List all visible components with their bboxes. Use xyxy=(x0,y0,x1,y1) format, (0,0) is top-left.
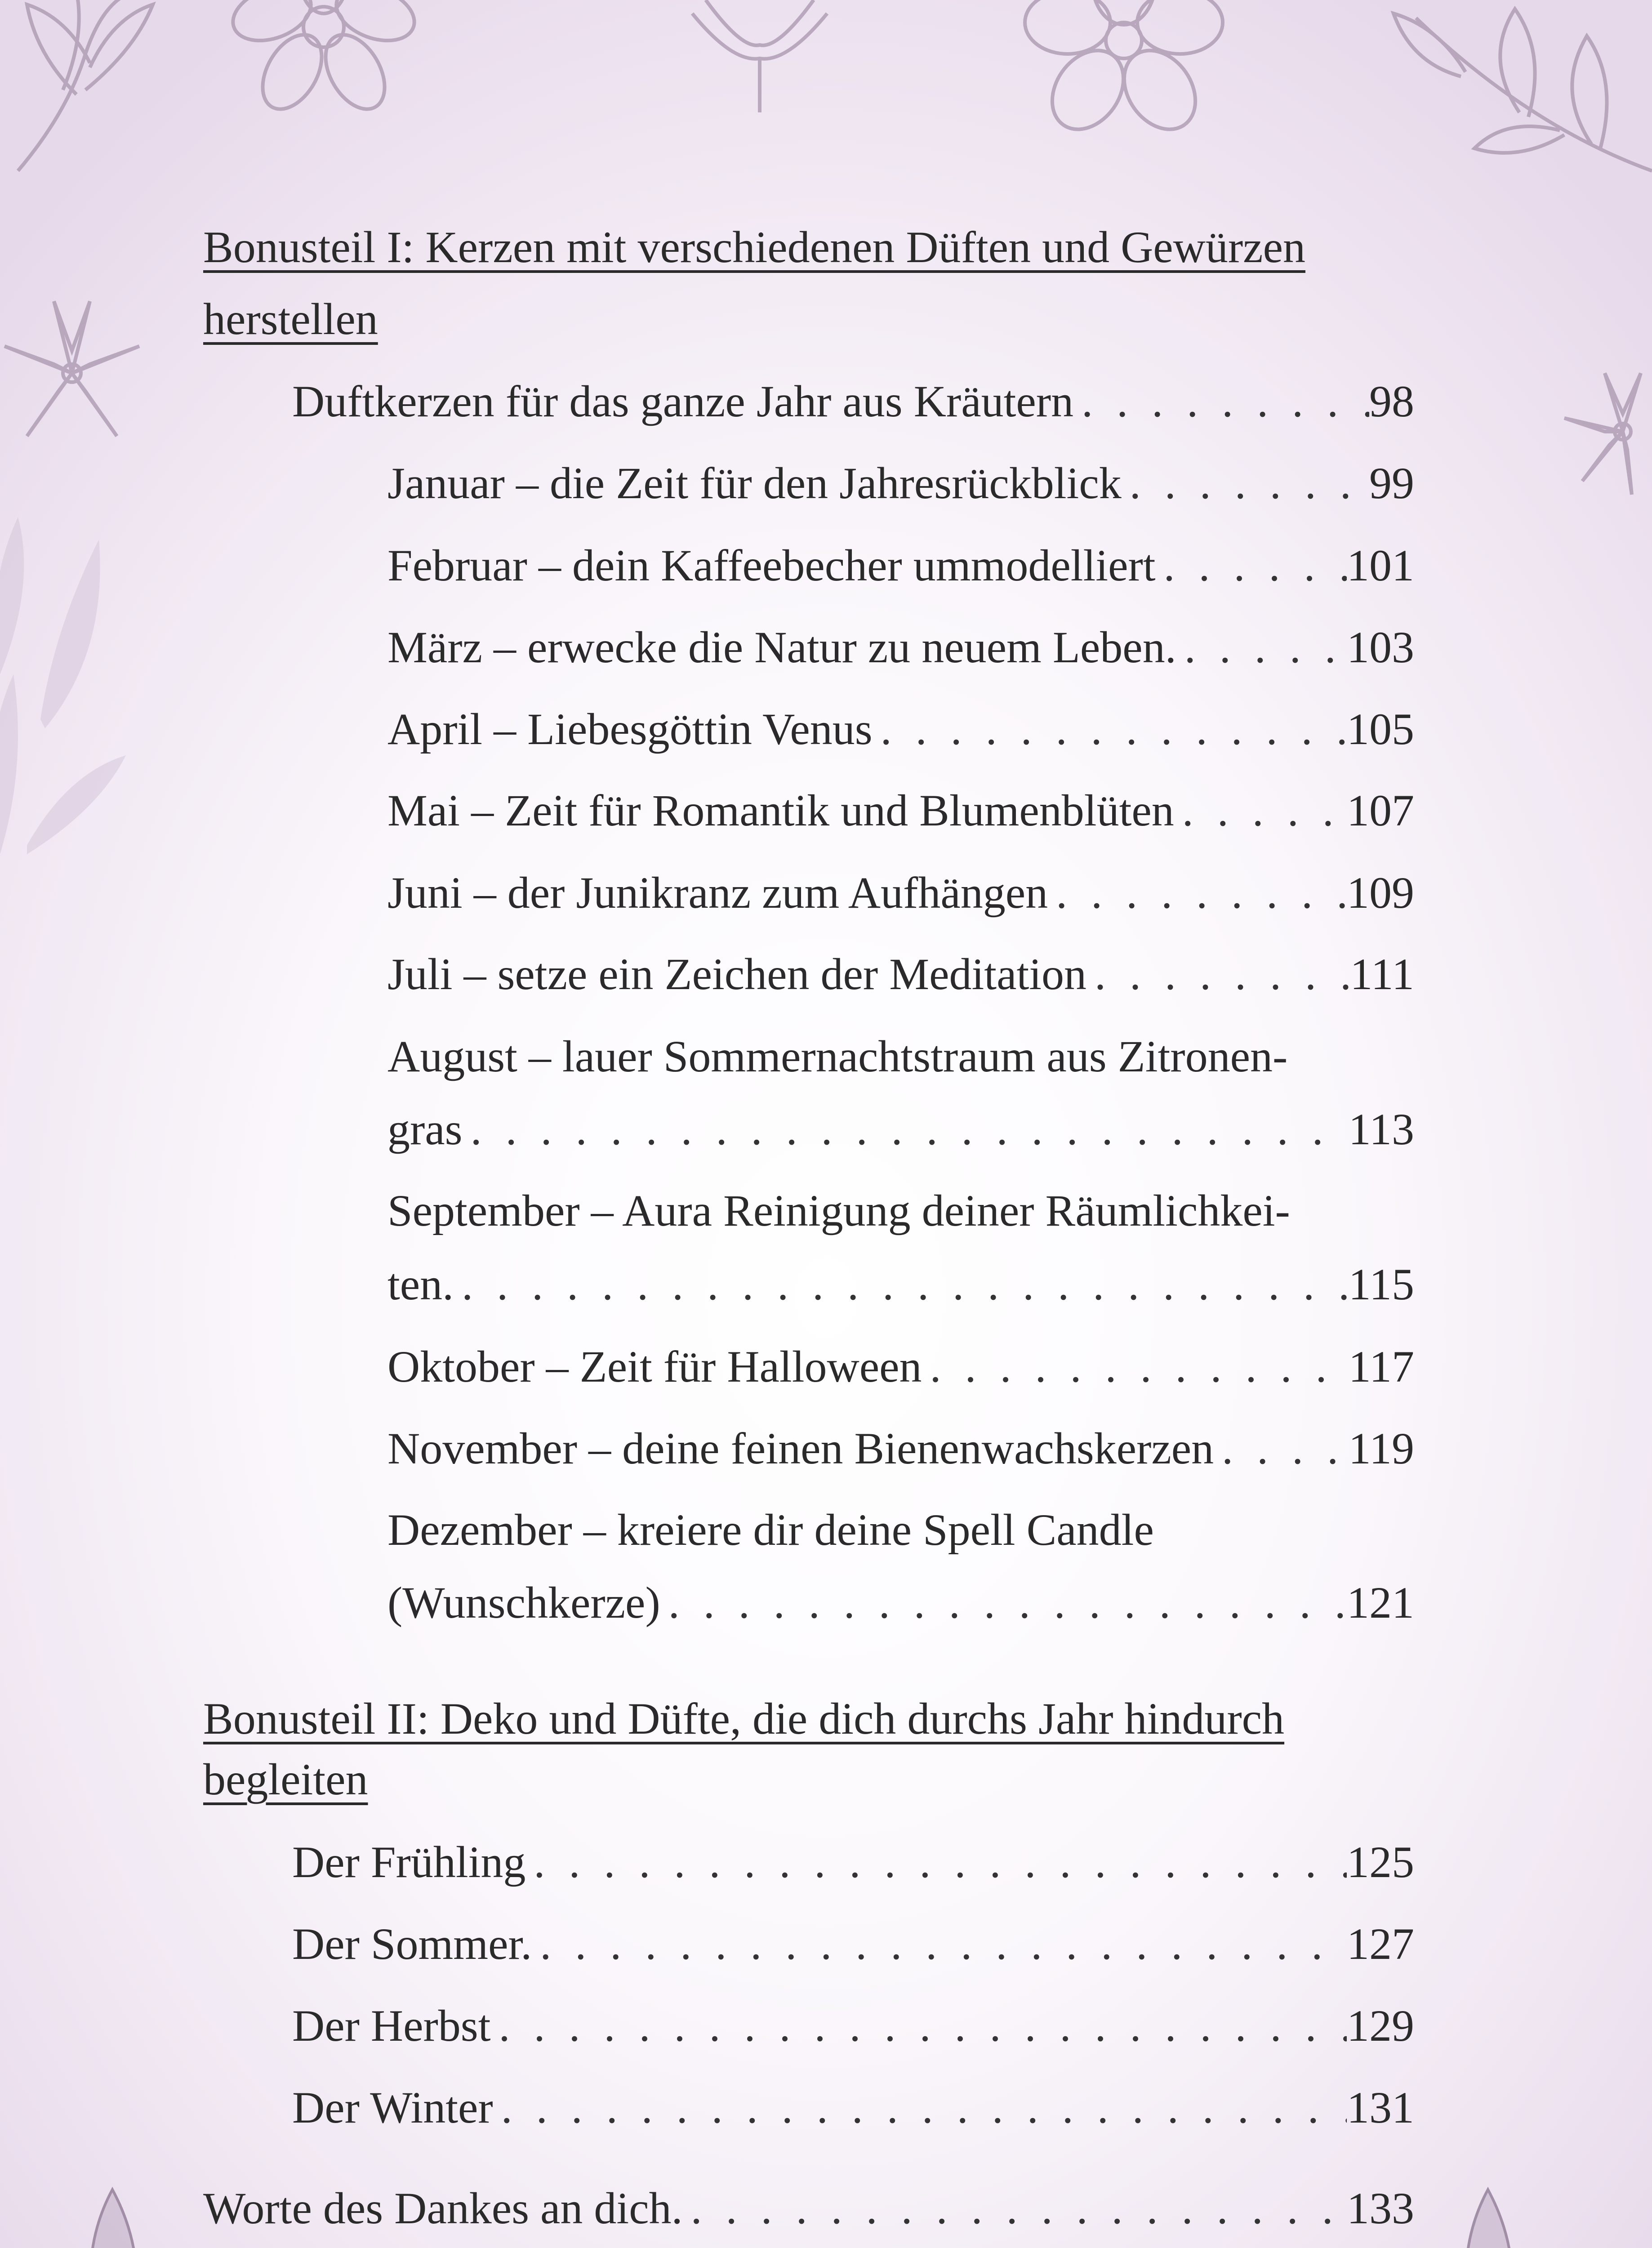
toc-entry-title: Dezember – kreiere dir deine Spell Candle xyxy=(387,1505,1154,1555)
toc-page-number: 101 xyxy=(1347,540,1414,590)
toc-page-number: 121 xyxy=(1347,1578,1414,1628)
dot-leader xyxy=(1156,536,1347,595)
toc-entry-title: Duftkerzen für das ganze Jahr aus Kräutern xyxy=(292,376,1074,426)
toc-page-number: 99 xyxy=(1369,458,1414,508)
dot-leader xyxy=(1048,864,1347,922)
flower-icon xyxy=(226,0,422,119)
toc-entry xyxy=(292,1997,1414,2055)
toc-page-number: 107 xyxy=(1347,785,1414,835)
dot-leader xyxy=(660,1574,1347,1632)
star-flower-icon xyxy=(1564,373,1641,495)
toc-entry-title: Februar – dein Kaffeebecher ummodelliert xyxy=(387,540,1156,590)
toc-page-number: 131 xyxy=(1347,2083,1414,2132)
toc-entry-title: November – deine feinen Bienenwachskerzen xyxy=(387,1423,1214,1473)
dot-leader xyxy=(873,700,1347,758)
dot-leader xyxy=(1073,372,1369,431)
toc-entry-title: Oktober – Zeit für Halloween xyxy=(387,1342,922,1392)
toc-entry xyxy=(387,700,1414,758)
toc-entry xyxy=(292,1833,1414,1891)
dot-leader xyxy=(1086,945,1350,1004)
toc-entry-title: März – erwecke die Natur zu neuem Leben. xyxy=(387,622,1176,672)
toc-page-number: 105 xyxy=(1347,704,1414,754)
toc-entry-title: Worte des Dankes an dich. xyxy=(203,2183,683,2233)
toc-entry xyxy=(387,864,1414,922)
toc-entry xyxy=(387,1338,1414,1396)
toc-entry xyxy=(387,618,1414,677)
toc-page-number: 109 xyxy=(1347,868,1414,918)
toc-page-number: 117 xyxy=(1348,1342,1414,1392)
toc-entry xyxy=(387,781,1414,840)
section-heading: Bonusteil I: Kerzen mit verschiedenen Düften und Gewürzen xyxy=(203,222,1305,272)
dot-leader xyxy=(463,1100,1349,1159)
dot-leader xyxy=(1122,454,1369,513)
dot-leader xyxy=(683,2179,1347,2238)
toc-page-number: 113 xyxy=(1348,1104,1414,1154)
toc-entry xyxy=(387,1100,1414,1159)
toc-entry-title: September – Aura Reinigung deiner Räumlichkei- xyxy=(387,1186,1290,1236)
dot-leader xyxy=(1174,781,1347,840)
toc-entry xyxy=(292,2079,1414,2137)
toc-entry-title: Juli – setze ein Zeichen der Meditation xyxy=(387,949,1087,999)
toc-entry xyxy=(292,372,1414,431)
dot-leader xyxy=(922,1338,1348,1396)
toc-entry-title: Der Winter xyxy=(292,2083,493,2132)
toc-entry-first-line xyxy=(387,1182,1414,1240)
toc-entry xyxy=(387,1255,1414,1314)
toc-entry-title: Mai – Zeit für Romantik und Blumenblüten xyxy=(387,785,1174,835)
toc-entry xyxy=(387,454,1414,513)
dot-leader xyxy=(532,1915,1347,1973)
toc-entry-title: gras xyxy=(387,1104,463,1154)
dot-leader xyxy=(1214,1419,1349,1478)
toc-entry xyxy=(387,536,1414,595)
dot-leader xyxy=(493,2079,1347,2137)
flower-icon xyxy=(692,0,827,112)
toc-page-number: 129 xyxy=(1347,2001,1414,2051)
toc-page-number: 127 xyxy=(1347,1919,1414,1969)
toc-entry xyxy=(387,1419,1414,1478)
toc-entry-title: Der Sommer. xyxy=(292,1919,532,1969)
dot-leader xyxy=(454,1255,1349,1314)
tulip-icon xyxy=(18,0,153,171)
toc-page-number: 125 xyxy=(1347,1837,1414,1887)
dot-leader xyxy=(1176,618,1347,677)
toc-page-number: 98 xyxy=(1369,376,1414,426)
section-heading: herstellen xyxy=(203,294,378,344)
toc-entry-title: April – Liebesgöttin Venus xyxy=(387,704,873,754)
dot-leader xyxy=(525,1833,1347,1891)
toc-entry-title: Der Herbst xyxy=(292,2001,491,2051)
toc-entry xyxy=(292,1915,1414,1973)
section-heading: Bonusteil II: Deko und Düfte, die dich durchs Jahr hindurch xyxy=(203,1694,1285,1744)
toc-entry-title: Der Frühling xyxy=(292,1837,526,1887)
toc-entry-first-line xyxy=(387,1501,1414,1559)
toc-entry-title: August – lauer Sommernachtstraum aus Zitronen- xyxy=(387,1031,1288,1081)
toc-entry-title: Januar – die Zeit für den Jahresrückblick xyxy=(387,458,1122,508)
star-flower-icon xyxy=(4,301,139,436)
section-heading: begleiten xyxy=(203,1754,368,1804)
toc-entry-title: Juni – der Junikranz zum Aufhängen xyxy=(387,868,1048,918)
toc-entry xyxy=(387,945,1414,1004)
toc-page-number: 115 xyxy=(1348,1259,1414,1309)
toc-entry xyxy=(203,2179,1414,2238)
toc-page-number: 119 xyxy=(1348,1423,1414,1473)
branch-icon xyxy=(1394,9,1652,171)
dot-leader xyxy=(491,1997,1347,2055)
candle-icon xyxy=(1416,2190,1627,2248)
flower-icon xyxy=(1025,0,1223,143)
toc-page-number: 103 xyxy=(1347,622,1414,672)
toc-page-number: 133 xyxy=(1347,2183,1414,2233)
toc-entry-first-line xyxy=(387,1027,1414,1086)
toc-entry xyxy=(387,1574,1414,1632)
toc-page-number: 111 xyxy=(1350,949,1414,999)
toc-entry-title: (Wunschkerze) xyxy=(387,1578,660,1628)
toc-entry-title: ten. xyxy=(387,1259,454,1309)
